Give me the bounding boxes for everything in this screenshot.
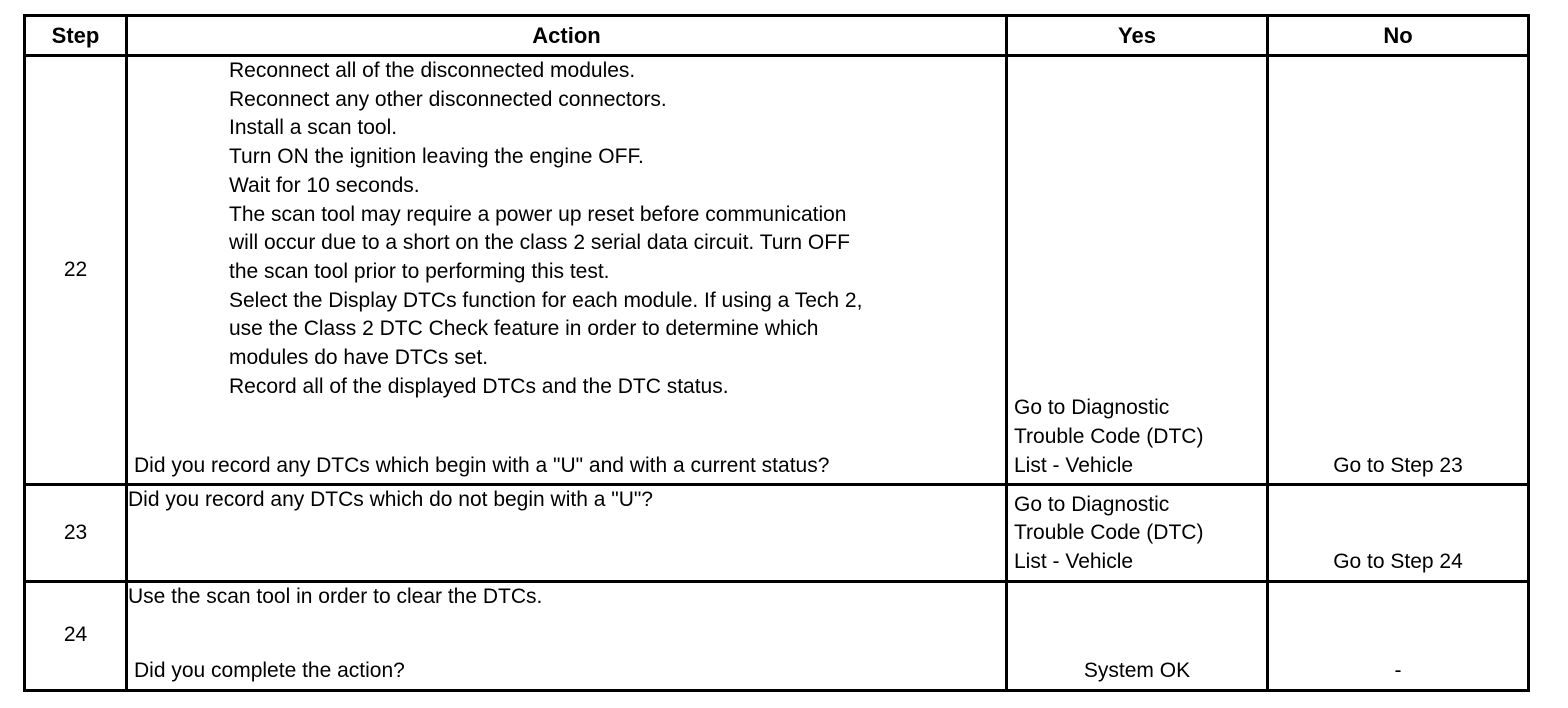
yes-outcome (1014, 394, 1260, 480)
instruction-line: The scan tool may require a power up reset before communication (229, 202, 847, 226)
action-cell (127, 56, 1007, 485)
step-number: 24 (25, 581, 127, 690)
header-row (25, 16, 1529, 56)
yes-cell (1007, 485, 1268, 581)
header-step: Step (25, 16, 127, 56)
yes-line: Go to Diagnostic (1014, 492, 1170, 516)
instruction-line: Reconnect all of the disconnected modules. (229, 59, 636, 82)
instruction-line: the scan tool prior to performing this test. (229, 259, 610, 283)
instruction-line: Install a scan tool. (229, 116, 398, 140)
yes-outcome: System OK (1083, 659, 1191, 683)
yes-cell (1007, 581, 1268, 690)
instruction-line: Turn ON the ignition leaving the engine OFF. (229, 145, 644, 169)
instruction-line: Wait for 10 seconds. (229, 173, 420, 197)
yes-line: List - Vehicle (1014, 549, 1134, 573)
action-cell (127, 581, 1007, 690)
table-row (25, 581, 1529, 690)
header-action: Action (127, 16, 1007, 56)
instruction-line: Select the Display DTCs function for each module. If using a Tech 2, (229, 288, 863, 312)
no-cell (1268, 56, 1529, 485)
table-row (25, 485, 1529, 581)
no-outcome: - (1394, 659, 1402, 683)
instruction-line: will occur due to a short on the class 2 serial data circuit. Turn OFF (229, 231, 850, 255)
yes-line: Trouble Code (DTC) (1014, 425, 1204, 448)
action-question: Did you complete the action? (134, 659, 405, 683)
table-row (25, 56, 1529, 485)
diagnostic-table (23, 14, 1530, 692)
instruction-line: Reconnect any other disconnected connectors. (229, 87, 667, 111)
yes-line: Trouble Code (DTC) (1014, 521, 1204, 545)
action-question: Did you record any DTCs which do not begin with a "U"? (128, 488, 653, 512)
action-instructions (128, 57, 1005, 401)
no-cell (1268, 581, 1529, 690)
step-number: 22 (25, 56, 127, 485)
yes-outcome (1014, 491, 1260, 577)
action-cell (127, 485, 1007, 581)
header-no: No (1268, 16, 1529, 56)
step-number: 23 (25, 485, 127, 581)
action-instruction: Use the scan tool in order to clear the DTCs. (128, 584, 543, 608)
yes-line: Go to Diagnostic (1014, 396, 1170, 420)
yes-line: List - Vehicle (1014, 453, 1134, 477)
instruction-line: use the Class 2 DTC Check feature in order to determine which (229, 317, 819, 341)
yes-cell (1007, 56, 1268, 485)
no-outcome: Go to Step 24 (1333, 549, 1463, 573)
instruction-line: modules do have DTCs set. (229, 346, 489, 370)
instruction-line: Record all of the displayed DTCs and the DTC status. (229, 374, 729, 398)
header-yes: Yes (1007, 16, 1268, 56)
no-outcome: Go to Step 23 (1333, 453, 1463, 477)
action-question: Did you record any DTCs which begin with a "U" and with a current status? (134, 453, 830, 477)
no-cell (1268, 485, 1529, 581)
